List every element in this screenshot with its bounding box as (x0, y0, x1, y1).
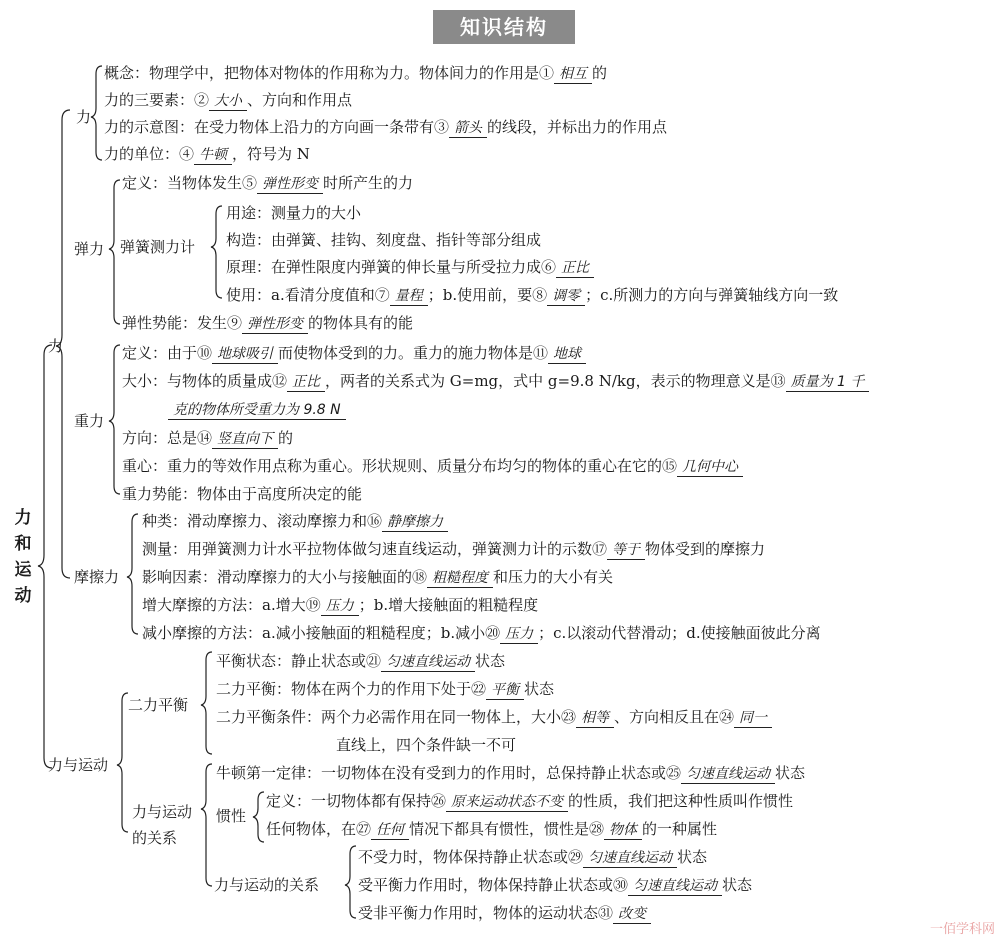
node-guanxing: 惯性 (216, 807, 247, 825)
watermark: 一佰学科网 (930, 922, 996, 937)
blank-answer: 相等 (576, 709, 614, 728)
blank-answer: 相互 (554, 65, 592, 84)
node-li: 力 (48, 337, 64, 355)
brace-main (38, 345, 52, 768)
node-guanxi-1: 力与运动 (132, 803, 193, 821)
line-balance-conditions: 二力平衡条件：两个力必需作用在同一物体上，大小㉓ 相等 、方向相反且在㉔ 同一 (216, 707, 772, 727)
node-guanxi-2: 的关系 (132, 829, 178, 847)
blank-answer: 粗糙程度 (427, 569, 493, 588)
blank-answer: 几何中心 (677, 458, 743, 477)
line-friction-measure: 测量：用弹簧测力计水平拉物体做匀速直线运动，弹簧测力计的示数⑰ 等于 物体受到的摩擦力 (142, 540, 766, 558)
blank-answer: 调零 (547, 287, 585, 306)
blank-answer: 等于 (607, 541, 645, 560)
brace-liyuyundong (117, 693, 128, 832)
line-equilibrium-state: 平衡状态：静止状态或㉑ 匀速直线运动 状态 (216, 652, 506, 670)
blank-answer: 静摩擦力 (382, 513, 448, 532)
line-three-elements: 力的三要素：② 大小 、方向和作用点 (104, 91, 353, 109)
page-title: 知识结构 (433, 10, 575, 44)
brace-erlipingheng (201, 652, 212, 754)
line-gravity-direction: 方向：总是⑭ 竖直向下 的 (122, 429, 294, 447)
brace-guanxing (253, 792, 264, 842)
brace-li-small (91, 66, 102, 160)
line-structure: 构造：由弹簧、挂钩、刻度盘、指针等部分组成 (226, 231, 542, 249)
line-friction-types: 种类：滑动摩擦力、滚动摩擦力和⑯ 静摩擦力 (142, 511, 448, 531)
blank-answer: 地球吸引 (212, 345, 278, 364)
line-diagram: 力的示意图：在受力物体上沿力的方向画一条带有③ 箭头 的线段，并标出力的作用点 (104, 118, 668, 136)
blank-answer: 任何 (371, 821, 409, 840)
blank-answer: 原来运动状态不变 (446, 793, 568, 812)
line-decrease-friction: 减小摩擦的方法：a.减小接触面的粗糙程度；b.减小⑳ 压力 ；c.以滚动代替滑动；d.使接触面彼此分离 (142, 624, 821, 642)
blank-answer: 质量为 1 千 (786, 373, 870, 392)
side-title: 力 和 运 动 (14, 508, 32, 606)
blank-answer: 箭头 (449, 119, 487, 138)
blank-answer: 同一 (734, 709, 772, 728)
blank-answer: 匀速直线运动 (381, 653, 475, 672)
blank-answer: 正比 (287, 373, 325, 392)
blank-answer: 改变 (613, 905, 651, 924)
line-balance-conditions-cont: 直线上，四个条件缺一不可 (336, 736, 517, 754)
brace-guanxi (201, 764, 212, 886)
line-unit: 力的单位：④ 牛顿 ，符号为 N (104, 145, 310, 163)
node-zhongli: 重力 (74, 412, 105, 430)
line-gravity-size-cont (168, 399, 346, 419)
line-increase-friction: 增大摩擦的方法：a.增大⑲ 压力 ；b.增大接触面的粗糙程度 (142, 596, 539, 614)
node-li-small: 力 (76, 108, 92, 126)
node-mocali: 摩擦力 (74, 568, 120, 586)
brace-relation (345, 846, 356, 918)
blank-answer: 匀速直线运动 (681, 765, 775, 784)
line-gravity-def: 定义：由于⑩ 地球吸引 而使物体受到的力。重力的施力物体是⑪ 地球 (122, 343, 586, 363)
blank-answer: 弹性形变 (242, 315, 308, 334)
blank-answer: 弹性形变 (257, 175, 323, 194)
line-tanli-def: 定义：当物体发生⑤ 弹性形变 时所产生的力 (122, 174, 414, 192)
node-erlipingheng: 二力平衡 (128, 696, 189, 714)
line-two-force-balance: 二力平衡：物体在两个力的作用下处于㉒ 平衡 状态 (216, 680, 555, 698)
line-elastic-energy: 弹性势能：发生⑨ 弹性形变 的物体具有的能 (122, 314, 414, 332)
line-inertia-any: 任何物体，在㉗ 任何 情况下都具有惯性，惯性是㉘ 物体 的一种属性 (266, 820, 718, 838)
line-no-force: 不受力时，物体保持静止状态或㉙ 匀速直线运动 状态 (358, 848, 708, 866)
blank-answer: 竖直向下 (212, 430, 278, 449)
line-balanced-force: 受平衡力作用时，物体保持静止状态或㉚ 匀速直线运动 状态 (358, 876, 753, 894)
blank-answer: 正比 (556, 259, 594, 278)
blank-answer: 牛顿 (194, 146, 232, 165)
blank-answer: 匀速直线运动 (583, 849, 677, 868)
blank-answer: 地球 (548, 345, 586, 364)
blank-answer: 大小 (209, 92, 247, 111)
line-center-of-gravity: 重心：重力的等效作用点称为重心。形状规则、质量分布均匀的物体的重心在它的⑮ 几何中心 (122, 456, 743, 476)
node-tanhuang: 弹簧测力计 (120, 238, 196, 256)
line-use: 使用：a.看清分度值和⑦ 量程 ；b.使用前，要⑧ 调零 ；c.所测力的方向与弹簧轴线方向一致 (226, 286, 839, 304)
blank-answer: 平衡 (486, 681, 524, 700)
line-friction-factors: 影响因素：滑动摩擦力的大小与接触面的⑱ 粗糙程度 和压力的大小有关 (142, 568, 614, 586)
line-gravity-size: 大小：与物体的质量成⑫ 正比 ，两者的关系式为 G=mg，式中 g=9.8 N/kg，表示的物理意义是⑬ 质量为 1 千 (122, 371, 869, 391)
node-liyuyundong: 力与运动 (48, 756, 109, 774)
node-liyuyundong-guanxi: 力与运动的关系 (214, 876, 320, 894)
blank-answer: 克的物体所受重力为 9.8 N (168, 401, 346, 420)
brace-tanhuang (211, 206, 222, 298)
brace-tanli (109, 180, 120, 324)
blank-answer: 物体 (604, 821, 642, 840)
blank-answer: 匀速直线运动 (628, 877, 722, 896)
line-unbalanced-force: 受非平衡力作用时，物体的运动状态㉛ 改变 (358, 903, 651, 923)
node-tanli: 弹力 (74, 240, 105, 258)
line-gravity-energy: 重力势能：物体由于高度所决定的能 (122, 485, 363, 503)
blank-answer: 压力 (321, 597, 359, 616)
brace-mocali (127, 514, 138, 634)
brace-zhongli (109, 345, 120, 494)
line-concept: 概念：物理学中，把物体对物体的作用称为力。物体间力的作用是① 相互 的 (104, 64, 608, 82)
line-principle: 原理：在弹性限度内弹簧的伸长量与所受拉力成⑥ 正比 (226, 257, 594, 277)
blank-answer: 量程 (390, 287, 428, 306)
line-inertia-def: 定义：一切物体都有保持㉖ 原来运动状态不变 的性质，我们把这种性质叫作惯性 (266, 792, 794, 810)
blank-answer: 压力 (500, 625, 538, 644)
line-newton-first-law: 牛顿第一定律：一切物体在没有受到力的作用时，总保持静止状态或㉕ 匀速直线运动 状态 (216, 764, 806, 782)
line-usage: 用途：测量力的大小 (226, 204, 362, 222)
